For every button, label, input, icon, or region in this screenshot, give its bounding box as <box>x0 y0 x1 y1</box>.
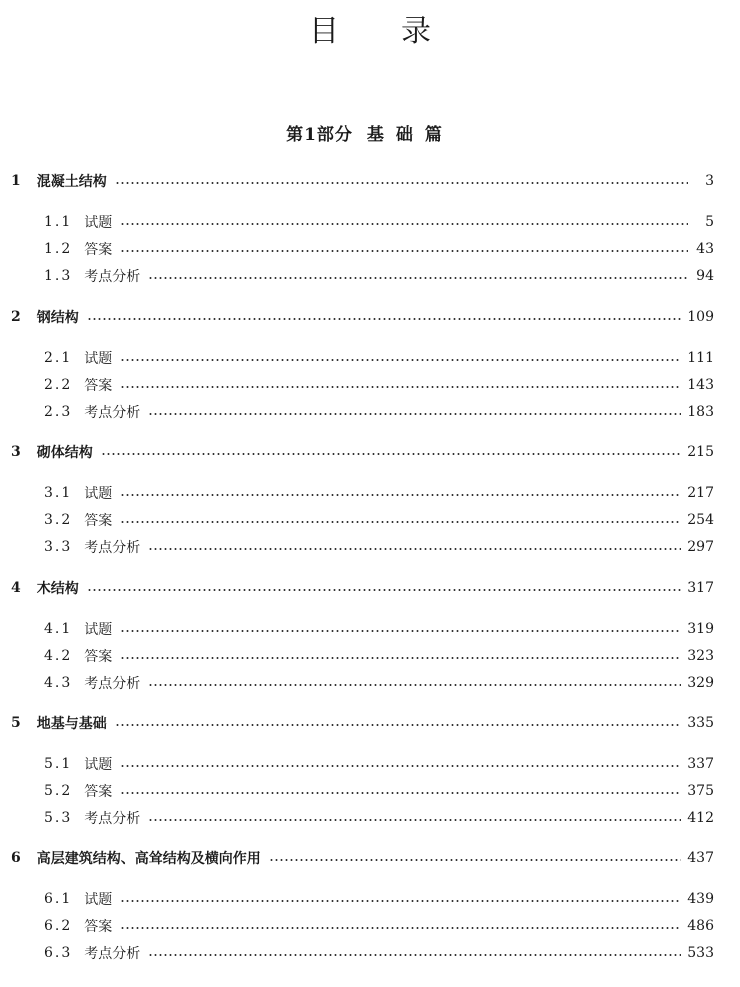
entry-title: 考点分析 <box>84 540 141 556</box>
entry-page-number: 533 <box>687 945 714 961</box>
toc-section-entry[interactable] <box>0 646 740 666</box>
entry-title: 混凝土结构 <box>36 174 107 190</box>
entry-page-number: 217 <box>687 485 714 501</box>
entry-title: 地基与基础 <box>36 716 107 732</box>
entry-page-number: 111 <box>687 350 714 366</box>
entry-title: 考点分析 <box>84 946 141 962</box>
entry-page-number: 254 <box>687 512 714 528</box>
entry-title: 答案 <box>84 919 113 935</box>
dot-leader <box>87 589 682 591</box>
dot-leader <box>87 318 682 320</box>
entry-number: 2.2 <box>44 377 73 393</box>
toc-section-entry[interactable] <box>0 537 740 557</box>
dot-leader <box>148 819 681 821</box>
entry-page-number: 375 <box>687 783 714 799</box>
entry-title: 考点分析 <box>84 811 141 827</box>
entry-title: 试题 <box>84 351 113 367</box>
dot-leader <box>120 657 681 659</box>
toc-section-entry[interactable] <box>0 266 740 286</box>
toc-section-entry[interactable] <box>0 239 740 259</box>
entry-page-number: 319 <box>687 621 714 637</box>
entry-number: 5.1 <box>44 756 73 772</box>
dot-leader <box>148 413 681 415</box>
toc-section-entry[interactable] <box>0 402 740 422</box>
entry-title: 高层建筑结构、高耸结构及横向作用 <box>36 851 261 867</box>
dot-leader <box>115 182 688 184</box>
dot-leader <box>120 521 681 523</box>
toc-section-entry[interactable] <box>0 212 740 232</box>
toc-chapter-entry[interactable] <box>0 848 740 868</box>
toc-chapter-entry[interactable] <box>0 442 740 462</box>
entry-title: 考点分析 <box>84 676 141 692</box>
entry-page-number: 183 <box>687 404 714 420</box>
toc-chapter-entry[interactable] <box>0 171 740 191</box>
toc-section-entry[interactable] <box>0 673 740 693</box>
entry-number: 5 <box>11 715 21 731</box>
part-title <box>0 120 740 145</box>
dot-leader <box>120 630 681 632</box>
entry-page-number: 5 <box>705 214 714 230</box>
toc-section-entry[interactable] <box>0 348 740 368</box>
entry-number: 1.1 <box>44 214 73 230</box>
entry-title: 答案 <box>84 649 113 665</box>
entry-number: 3.2 <box>44 512 73 528</box>
dot-leader <box>115 724 682 726</box>
entry-number: 1 <box>11 173 21 189</box>
toc-chapter-entry[interactable] <box>0 578 740 598</box>
toc-chapter-entry[interactable] <box>0 713 740 733</box>
toc-section-entry[interactable] <box>0 808 740 828</box>
toc-section-entry[interactable] <box>0 754 740 774</box>
entry-title: 试题 <box>84 215 113 231</box>
dot-leader <box>120 250 688 252</box>
entry-number: 6.3 <box>44 945 73 961</box>
entry-page-number: 143 <box>687 377 714 393</box>
entry-page-number: 215 <box>687 444 714 460</box>
toc-section-entry[interactable] <box>0 781 740 801</box>
entry-title: 试题 <box>84 486 113 502</box>
entry-number: 1.2 <box>44 241 73 257</box>
dot-leader <box>148 954 681 956</box>
entry-title: 考点分析 <box>84 269 141 285</box>
entry-number: 4.3 <box>44 675 73 691</box>
entry-page-number: 109 <box>687 309 714 325</box>
entry-number: 1.3 <box>44 268 73 284</box>
entry-page-number: 297 <box>687 539 714 555</box>
entry-page-number: 329 <box>687 675 714 691</box>
entry-page-number: 412 <box>687 810 714 826</box>
dot-leader <box>101 453 682 455</box>
part-label: 第1部分 <box>286 125 353 145</box>
entry-title: 考点分析 <box>84 405 141 421</box>
entry-number: 5.3 <box>44 810 73 826</box>
entry-number: 5.2 <box>44 783 73 799</box>
entry-number: 2.3 <box>44 404 73 420</box>
entry-number: 3.3 <box>44 539 73 555</box>
entry-title: 试题 <box>84 622 113 638</box>
entry-number: 4.2 <box>44 648 73 664</box>
entry-page-number: 486 <box>687 918 714 934</box>
toc-section-entry[interactable] <box>0 889 740 909</box>
entry-title: 答案 <box>84 784 113 800</box>
entry-title: 砌体结构 <box>36 445 93 461</box>
entry-page-number: 94 <box>696 268 714 284</box>
entry-number: 6.2 <box>44 918 73 934</box>
entry-page-number: 337 <box>687 756 714 772</box>
entry-title: 试题 <box>84 892 113 908</box>
entry-title: 试题 <box>84 757 113 773</box>
dot-leader <box>120 386 681 388</box>
toc-section-entry[interactable] <box>0 375 740 395</box>
dot-leader <box>148 548 681 550</box>
entry-number: 6.1 <box>44 891 73 907</box>
dot-leader <box>120 494 681 496</box>
dot-leader <box>148 684 681 686</box>
toc-section-entry[interactable] <box>0 943 740 963</box>
toc-section-entry[interactable] <box>0 510 740 530</box>
entry-title: 答案 <box>84 378 113 394</box>
entry-title: 钢结构 <box>36 310 79 326</box>
entry-number: 3 <box>11 444 21 460</box>
part-name: 基础篇 <box>366 125 454 145</box>
entry-page-number: 323 <box>687 648 714 664</box>
entry-number: 4.1 <box>44 621 73 637</box>
entry-number: 6 <box>11 850 21 866</box>
entry-title: 答案 <box>84 242 113 258</box>
entry-page-number: 3 <box>705 173 714 189</box>
entry-title: 木结构 <box>36 581 79 597</box>
entry-title: 答案 <box>84 513 113 529</box>
dot-leader <box>120 792 681 794</box>
entry-number: 2 <box>11 309 21 325</box>
entry-number: 4 <box>11 580 21 596</box>
dot-leader <box>120 359 681 361</box>
entry-page-number: 437 <box>687 850 714 866</box>
entry-page-number: 43 <box>696 241 714 257</box>
toc-section-entry[interactable] <box>0 916 740 936</box>
entry-page-number: 439 <box>687 891 714 907</box>
toc-chapter-entry[interactable] <box>0 307 740 327</box>
entry-number: 2.1 <box>44 350 73 366</box>
entry-page-number: 317 <box>687 580 714 596</box>
dot-leader <box>148 277 688 279</box>
entry-number: 3.1 <box>44 485 73 501</box>
page-title: 目录 <box>309 14 493 49</box>
toc-section-entry[interactable] <box>0 483 740 503</box>
dot-leader <box>120 223 688 225</box>
dot-leader <box>120 900 681 902</box>
dot-leader <box>120 765 681 767</box>
toc-section-entry[interactable] <box>0 619 740 639</box>
entry-page-number: 335 <box>687 715 714 731</box>
dot-leader <box>269 859 682 861</box>
dot-leader <box>120 927 681 929</box>
